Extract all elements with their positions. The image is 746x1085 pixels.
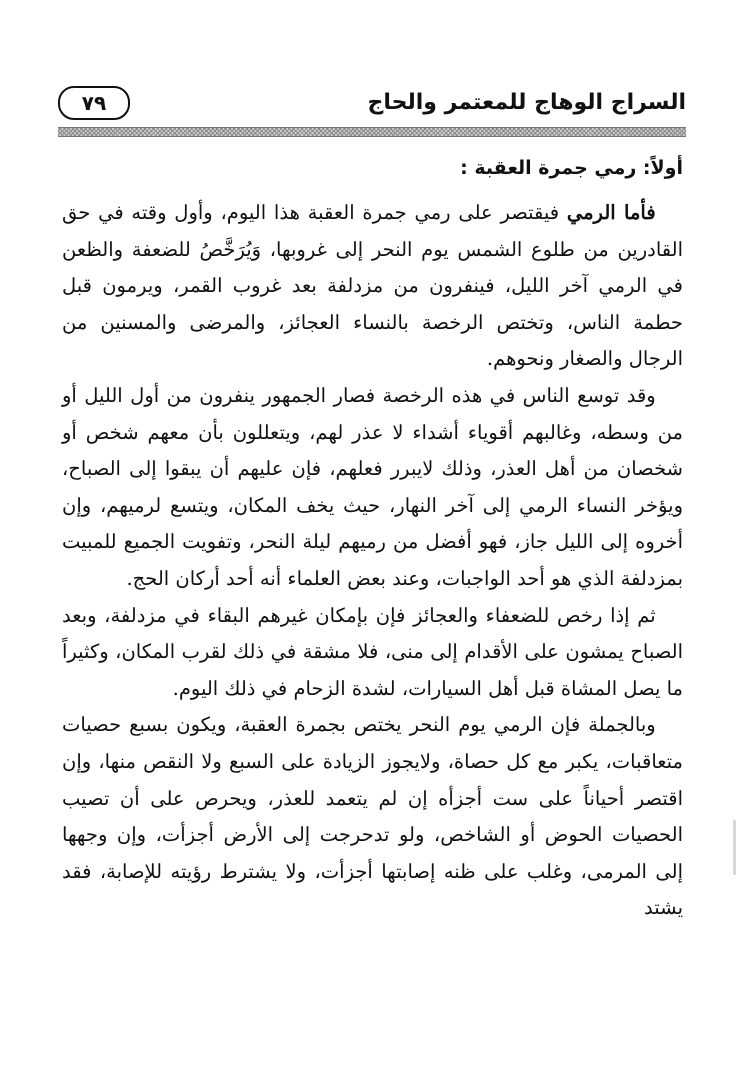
paragraph-lead: فأما الرمي [566, 201, 656, 224]
paragraph [62, 195, 683, 378]
paragraph-text: وقد توسع الناس في هذه الرخصة فصار الجمهور ينفرون من أول الليل أو من وسطه، وغالبهم أقوياء أشداء لا عذر لهم، ويتعللون بأن معهم شخص أو شخصان من أهل العذر، وذلك لايبرر فعلهم، فإن عليهم أن يبقوا إلى الصباح، ويؤخر النساء الرمي إلى آخر النهار، حيث يخف المكان، ويتسع لرميهم، وإن أخروه إلى الليل جاز، فهو أفضل من رميهم ليلة النحر، وتفويت الجميع للمبيت بمزدلفة الذي هو أحد الواجبات، وعند بعض العلماء أنه أحد أركان الحج. [62, 383, 683, 590]
header-divider [58, 127, 686, 137]
page-header [58, 86, 686, 124]
section-heading: أولاً: رمي جمرة العقبة : [460, 157, 683, 179]
book-title: السراج الوهاج للمعتمر والحاج [367, 90, 686, 115]
paragraph-text: ثم إذا رخص للضعفاء والعجائز فإن بإمكان غيرهم البقاء في مزدلفة، وبعد الصباح يمشون على الأقدام إلى منى، فلا مشقة في ذلك لقرب المكان، وكثيراً ما يصل المشاة قبل أهل السيارات، لشدة الزحام في ذلك اليوم. [62, 603, 683, 700]
paragraph [62, 378, 683, 598]
paragraph-text: فيقتصر على رمي جمرة العقبة هذا اليوم، وأول وقته في حق القادرين من طلوع الشمس يوم النحر إلى غروبها، وَيُرَخَّصُ للضعفة والظعن في الرمي آخر الليل، فينفرون من مزدلفة بعد غروب القمر، ويرمون قبل حطمة الناس، وتختص الرخصة بالنساء العجائز، والمرضى والمسنين من الرجال والصغار ونحوهم. [62, 201, 683, 371]
page-number-badge: ٧٩ [58, 86, 130, 120]
paragraph [62, 707, 683, 927]
paragraph [62, 598, 683, 708]
paragraph-text: وبالجملة فإن الرمي يوم النحر يختص بجمرة العقبة، ويكون بسبع حصيات متعاقبات، يكبر مع كل حصاة، ولايجوز الزيادة على السبع ولا النقص منها، وإن اقتصر أحياناً على ست أجزأه إن لم يتعمد للعذر، ويحرص على أن تصيب الحصيات الحوض أو الشاخص، ولو تدحرجت إلى الأرض أجزأت، وإن وجهها إلى المرمى، وغلب على ظنه إصابتها أجزأت، ولا يشترط رؤيته للإصابة، فقد يشتد [62, 713, 683, 920]
body-text [62, 195, 683, 927]
scan-edge-mark [733, 820, 736, 875]
